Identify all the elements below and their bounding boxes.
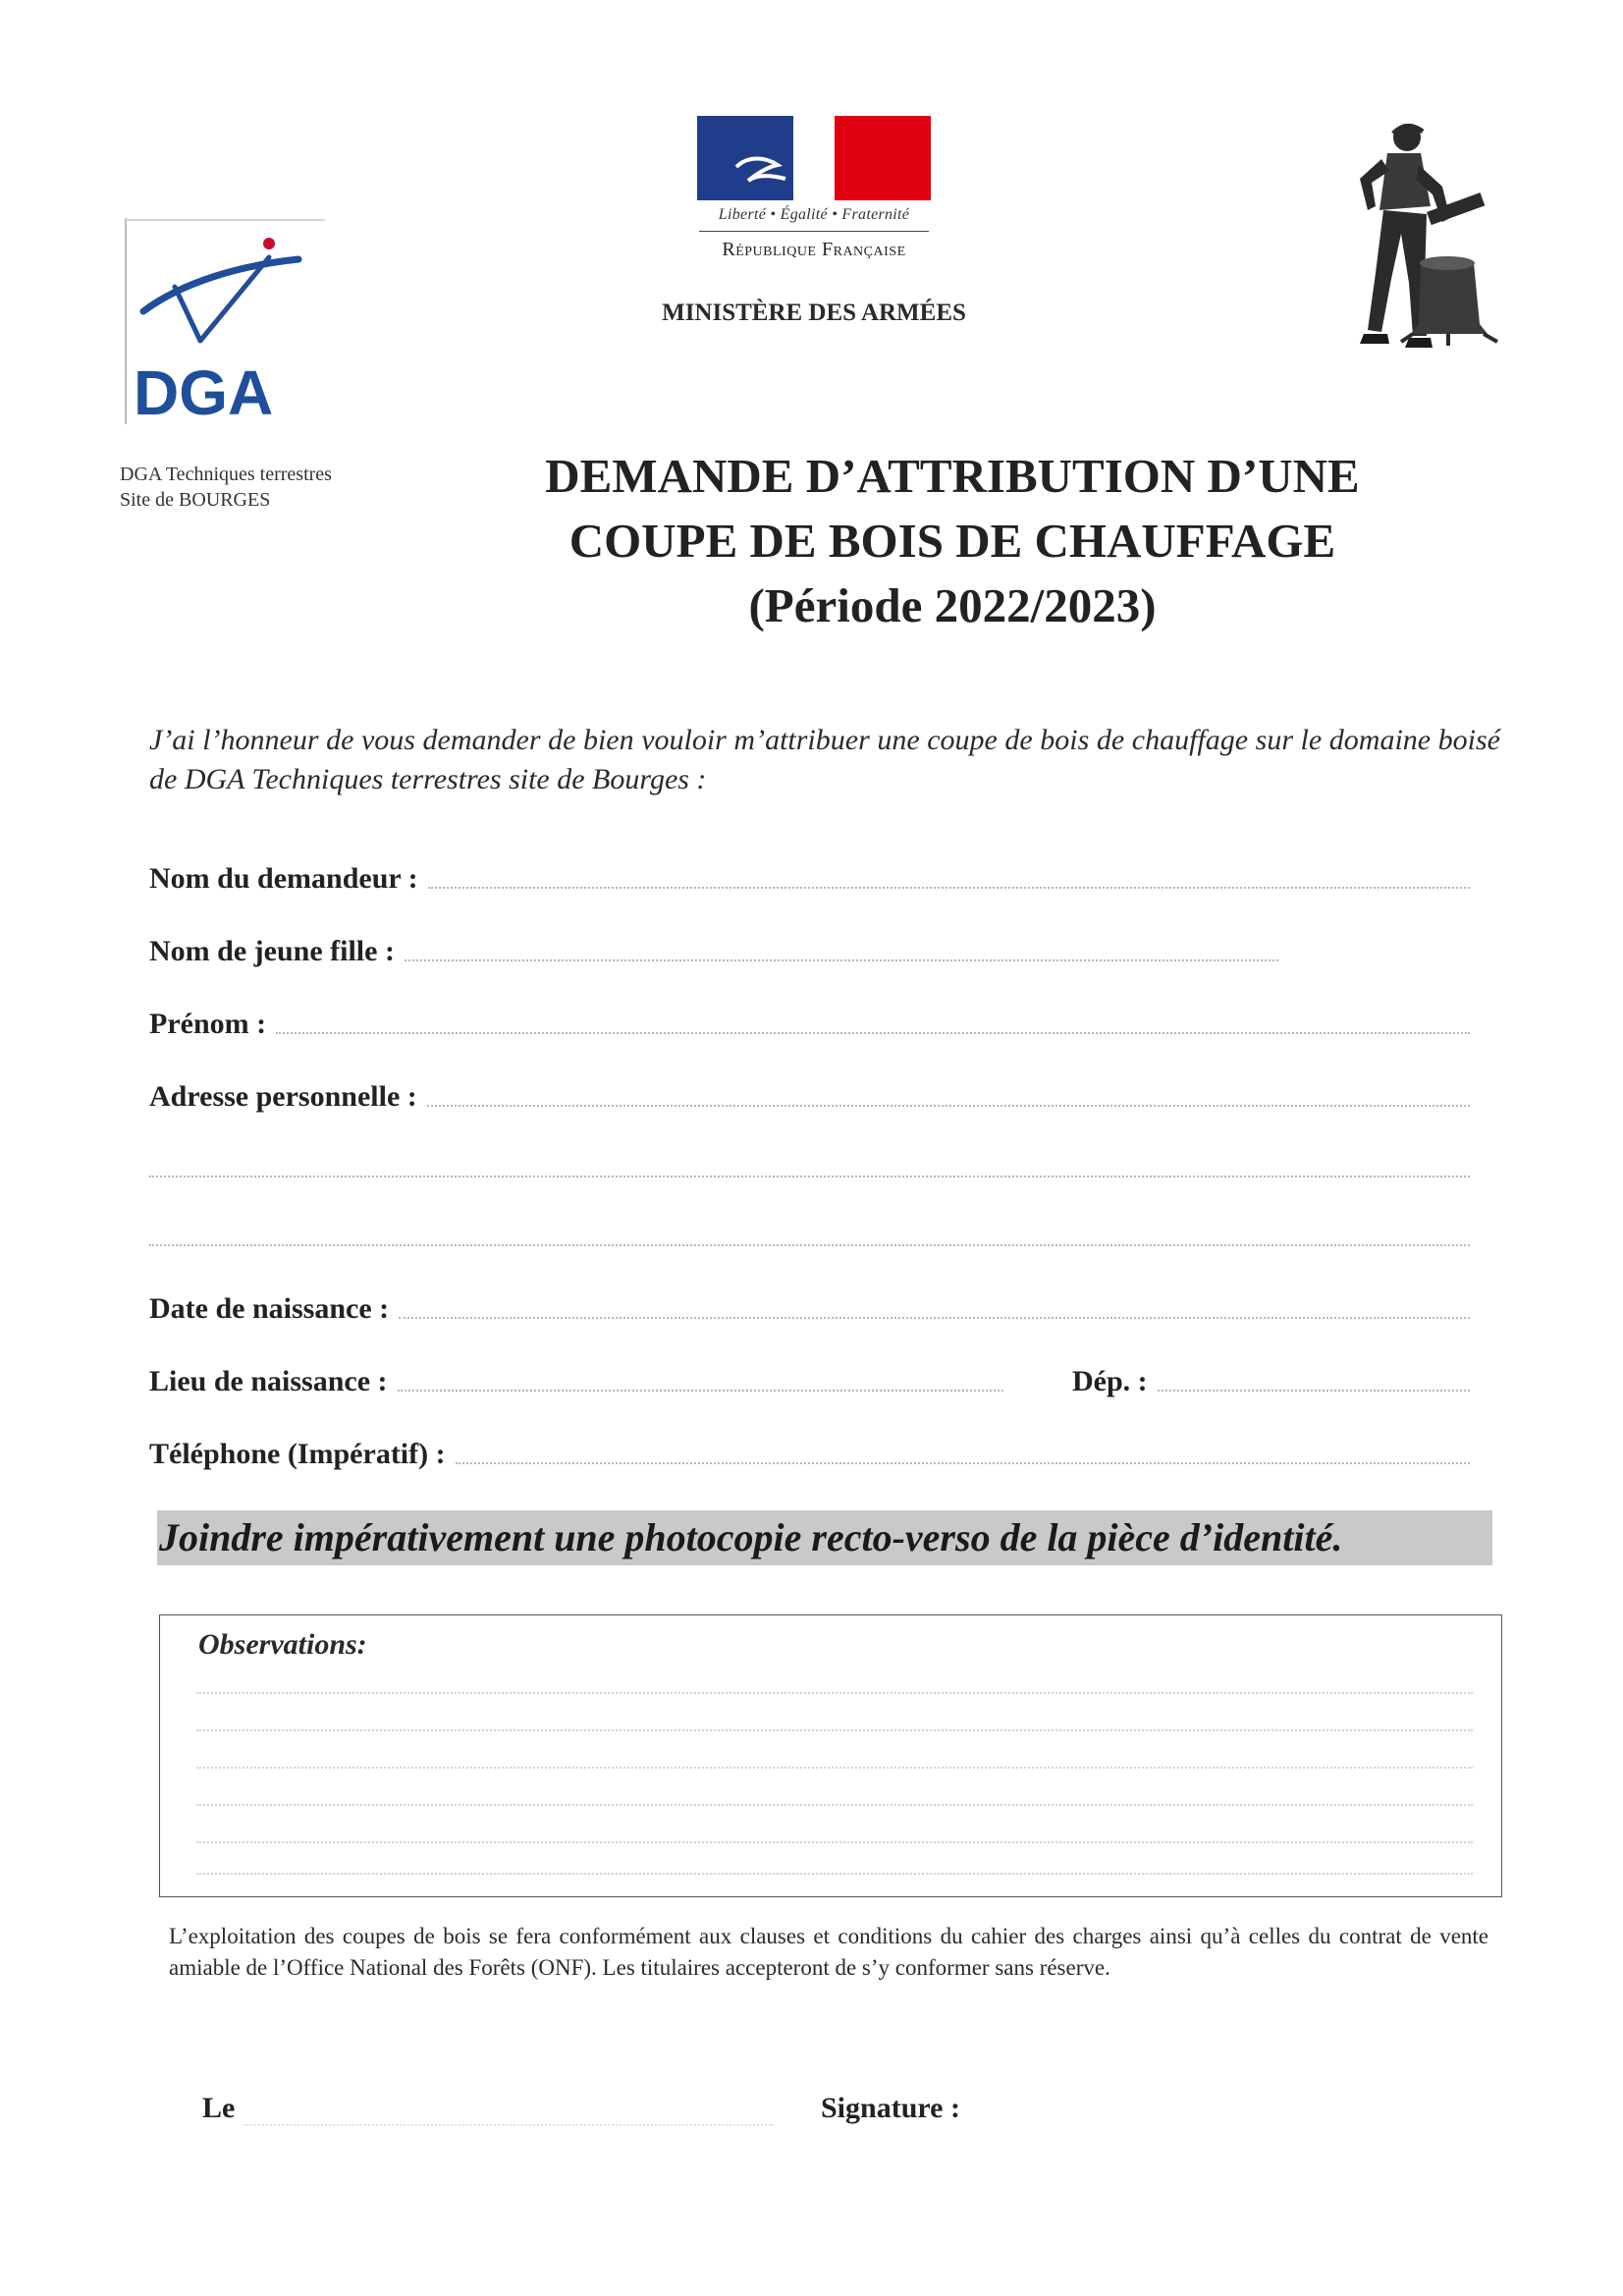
republic-name: République Française <box>722 239 906 260</box>
republic-motto: Liberté • Égalité • Fraternité <box>718 206 910 223</box>
field-nom-jeune-fille <box>149 929 1278 968</box>
observations-line <box>196 1872 1473 1875</box>
tree-stump <box>1411 263 1488 334</box>
lumberjack-illustration <box>1311 116 1507 361</box>
terms-clause: L’exploitation des coupes de bois se fera conformément aux clauses et conditions du cahier des charges ainsi qu’à celles du contrat de vente amiable de l’Office National des Forêts (ONF). Les titulaires accepteront de s’y conformer sans réserve. <box>169 1924 1488 1980</box>
input-dep[interactable] <box>1158 1389 1470 1392</box>
input-nom-jeune-fille[interactable] <box>405 958 1278 961</box>
input-adresse-line2[interactable] <box>149 1175 1470 1177</box>
input-adresse-line3[interactable] <box>149 1243 1470 1246</box>
input-lieu-naissance[interactable] <box>398 1389 1003 1392</box>
page-title <box>412 444 1492 638</box>
label-date-naissance: Date de naissance : <box>149 1292 390 1325</box>
field-date-naissance <box>149 1286 1470 1326</box>
dga-subtitle-line1: DGA Techniques terrestres <box>120 464 332 485</box>
field-telephone <box>149 1432 1470 1471</box>
observations-line <box>196 1840 1473 1843</box>
dga-logo <box>124 218 330 429</box>
dga-subtitle-line2: Site de BOURGES <box>120 489 271 511</box>
flag-blue <box>697 116 793 200</box>
title-line2: COUPE DE BOIS DE CHAUFFAGE <box>568 514 1336 568</box>
observations-line <box>196 1766 1473 1769</box>
ministry-name: MINISTÈRE DES ARMÉES <box>662 300 966 326</box>
label-nom-jeune-fille: Nom de jeune fille : <box>149 935 395 967</box>
input-prenom[interactable] <box>276 1031 1470 1034</box>
input-date-place[interactable] <box>243 2123 774 2126</box>
field-prenom <box>149 1002 1470 1041</box>
intro-paragraph: J’ai l’honneur de vous demander de bien vouloir m’attribuer une coupe de bois de chauffage sur le domaine boisé de DGA Techniques terrestres site de Bourges : <box>149 724 1500 795</box>
marianne-logo <box>697 116 931 200</box>
label-signature: Signature : <box>821 2092 960 2124</box>
field-nom-demandeur <box>149 856 1470 896</box>
observations-line <box>196 1691 1473 1694</box>
input-date-naissance[interactable] <box>399 1316 1470 1319</box>
label-lieu-naissance: Lieu de naissance : <box>149 1365 388 1397</box>
flag-red <box>835 116 931 200</box>
input-nom-demandeur[interactable] <box>428 886 1470 889</box>
divider <box>699 231 929 232</box>
label-nom-demandeur: Nom du demandeur : <box>149 862 418 895</box>
label-le: Le <box>202 2092 236 2124</box>
input-telephone[interactable] <box>456 1461 1470 1464</box>
label-telephone: Téléphone (Impératif) : <box>149 1438 446 1470</box>
field-lieu-naissance <box>149 1359 1470 1398</box>
label-dep: Dép. : <box>1072 1365 1148 1397</box>
label-prenom: Prénom : <box>149 1008 267 1040</box>
dga-subtitle <box>120 462 332 513</box>
field-adresse <box>149 1074 1470 1114</box>
input-adresse-line1[interactable] <box>427 1104 1470 1107</box>
dga-logo-text: DGA <box>134 357 274 428</box>
label-adresse: Adresse personnelle : <box>149 1080 417 1113</box>
title-line1: DEMANDE D’ATTRIBUTION D’UNE <box>545 449 1360 503</box>
observations-line <box>196 1728 1473 1731</box>
id-copy-notice: Joindre impérativement une photocopie recto-verso de la pièce d’identité. <box>159 1515 1343 1559</box>
observations-label: Observations: <box>198 1628 367 1661</box>
observations-line <box>196 1803 1473 1806</box>
logo-dot <box>263 238 275 249</box>
title-period: (Période 2022/2023) <box>748 578 1157 632</box>
